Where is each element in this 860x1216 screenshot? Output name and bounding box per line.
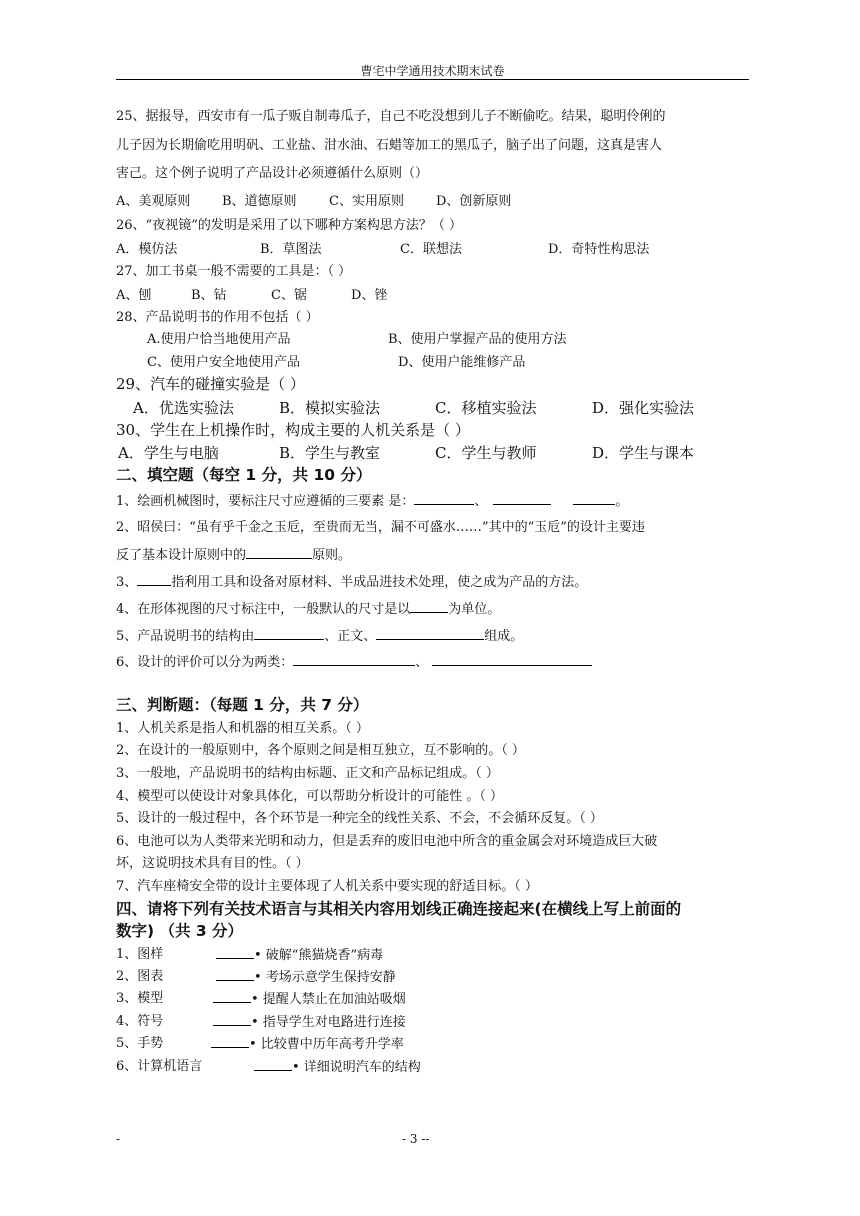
fill-q5 <box>116 627 523 646</box>
q29-option-b: B．模拟实验法 <box>279 399 381 417</box>
fill-q1-end: 。 <box>615 494 629 509</box>
answer-blank[interactable] <box>410 600 448 613</box>
judge-item-4: 4、模型可以使设计对象具体化，可以帮助分析设计的可能性 。（ ） <box>116 789 504 804</box>
q25-option-d: D、创新原则 <box>436 194 512 209</box>
answer-blank[interactable] <box>246 546 312 559</box>
fill-q2-line-2 <box>116 546 351 565</box>
match-left-6: 6、计算机语言 <box>116 1059 203 1074</box>
q27-option-a: A、刨 <box>116 288 152 303</box>
match-right-2: • 考场示意学生保持安静 <box>254 970 396 985</box>
match-blank[interactable] <box>216 968 254 981</box>
answer-blank[interactable] <box>254 627 324 640</box>
match-right-3: • 提醒人禁止在加油站吸烟 <box>251 992 406 1007</box>
judge-item-6-line-1: 6、电池可以为人类带来光明和动力，但是丢弃的废旧电池中所含的重金属会对环境造成巨大破 <box>116 834 658 849</box>
match-blank[interactable] <box>211 1035 249 1048</box>
q29-option-a: A．优选实验法 <box>133 399 234 417</box>
fill-q6-sep: 、 <box>415 655 429 670</box>
fill-q2-line-1: 2、昭侯曰：“虽有乎千金之玉卮，至贵而无当，漏不可盛水……”其中的“玉卮”的设计主要违 <box>116 520 645 535</box>
answer-blank[interactable] <box>137 573 171 586</box>
q26-option-b: B．草图法 <box>260 242 322 257</box>
match-left-3: 3、模型 <box>116 991 164 1006</box>
q30-option-c: C．学生与教师 <box>435 444 537 462</box>
section-4-title-line-2: 数字) （共 3 分） <box>116 922 244 940</box>
q26-option-a: A．模仿法 <box>116 242 178 257</box>
fill-q1-sep: 、 <box>474 494 488 509</box>
q30-option-b: B．学生与教室 <box>279 444 381 462</box>
section-3-title: 三、判断题：（每题 1 分，共 7 分） <box>116 696 369 714</box>
judge-item-7: 7、汽车座椅安全带的设计主要体现了人机关系中要实现的舒适目标。（ ） <box>116 879 538 894</box>
fill-q3 <box>116 573 587 592</box>
judge-item-2: 2、在设计的一般原则中，各个原则之间是相互独立，互不影响的。（ ） <box>116 743 525 758</box>
match-row-5 <box>211 1035 404 1054</box>
fill-q5-text: 5、产品说明书的结构由 <box>116 629 255 644</box>
fill-q2-text: 反了基本设计原则中的 <box>116 548 247 563</box>
fill-q1 <box>116 492 628 511</box>
q29-option-d: D．强化实验法 <box>592 399 695 417</box>
q26-option-c: C．联想法 <box>400 242 462 257</box>
fill-q1-text: 1、绘画机械图时，要标注尺寸应遵循的三要素 是： <box>116 494 415 509</box>
q28-option-d: D、使用户能维修产品 <box>398 355 526 370</box>
match-row-6 <box>254 1058 421 1077</box>
q26-stem: 26、“夜视镜”的发明是采用了以下哪种方案构思方法？（ ） <box>116 218 462 233</box>
match-left-1: 1、图样 <box>116 947 164 962</box>
q29-option-c: C．移植实验法 <box>435 399 537 417</box>
q27-option-c: C、锯 <box>271 288 307 303</box>
fill-q6-text: 6、设计的评价可以分为两类： <box>116 655 294 670</box>
match-right-6: • 详细说明汽车的结构 <box>292 1060 421 1075</box>
fill-q2-end: 原则。 <box>312 548 352 563</box>
match-blank[interactable] <box>254 1058 292 1071</box>
q28-option-a: A.使用户恰当地使用产品 <box>147 332 291 347</box>
fill-q4-text: 4、在形体视图的尺寸标注中，一般默认的尺寸是以 <box>116 602 411 617</box>
match-row-4 <box>213 1013 406 1032</box>
q29-stem: 29、汽车的碰撞实验是（ ） <box>116 375 305 393</box>
match-row-2 <box>216 968 396 987</box>
answer-blank[interactable] <box>432 653 592 666</box>
q27-option-d: D、锉 <box>351 288 388 303</box>
match-row-1 <box>216 946 383 965</box>
match-blank[interactable] <box>213 1013 251 1026</box>
q30-option-a: A．学生与电脑 <box>118 444 219 462</box>
fill-q6 <box>116 653 592 672</box>
judge-item-5: 5、设计的一般过程中，各个环节是一种完全的线性关系、不会，不会循环反复。（ ） <box>116 811 603 826</box>
q30-option-d: D．学生与课本 <box>592 444 695 462</box>
match-right-5: • 比较曹中历年高考升学率 <box>249 1037 404 1052</box>
fill-q4 <box>116 600 500 619</box>
q25-option-b: B、道德原则 <box>222 194 297 209</box>
page-header-title: 曹宅中学通用技术期末试卷 <box>360 64 505 78</box>
q25-line-1: 25、据报导，西安市有一瓜子贩自制毒瓜子，自己不吃没想到儿子不断偷吃。结果，聪明伶俐的 <box>116 109 666 124</box>
match-left-2: 2、图表 <box>116 969 164 984</box>
match-row-3 <box>213 990 406 1009</box>
q28-option-b: B、使用户掌握产品的使用方法 <box>388 332 567 347</box>
header-rule <box>116 79 749 80</box>
match-blank[interactable] <box>216 946 254 959</box>
match-left-4: 4、符号 <box>116 1014 164 1029</box>
judge-item-1: 1、人机关系是指人和机器的相互关系。（ ） <box>116 721 369 736</box>
match-blank[interactable] <box>213 990 251 1003</box>
judge-item-6-line-2: 坏，这说明技术具有目的性。（ ） <box>116 856 309 871</box>
q25-line-2: 儿子因为长期偷吃用明矾、工业盐、泔水油、石蜡等加工的黑瓜子，脑子出了问题，这真是害人 <box>116 138 663 153</box>
footer-left-mark: - <box>116 1132 121 1146</box>
fill-q5-end: 组成。 <box>484 629 524 644</box>
answer-blank[interactable] <box>414 492 474 505</box>
q28-stem: 28、产品说明书的作用不包括（ ） <box>116 310 319 325</box>
q25-option-a: A、美观原则 <box>116 194 191 209</box>
section-4-title-line-1: 四、请将下列有关技术语言与其相关内容用划线正确连接起来(在横线上写上前面的 <box>116 900 682 918</box>
section-2-title: 二、填空题（每空 1 分，共 10 分） <box>116 466 372 484</box>
q28-option-c: C、使用户安全地使用产品 <box>147 355 300 370</box>
page-number: - 3 -- <box>402 1132 430 1146</box>
judge-item-3: 3、一般地，产品说明书的结构由标题、正文和产品标记组成。（ ） <box>116 766 499 781</box>
answer-blank[interactable] <box>573 492 615 505</box>
q27-option-b: B、钻 <box>191 288 227 303</box>
fill-q3-text: 指利用工具和设备对原材料、半成品进技术处理，使之成为产品的方法。 <box>171 575 588 590</box>
q26-option-d: D．奇特性构思法 <box>548 242 650 257</box>
q25-line-3: 害己。这个例子说明了产品设计必须遵循什么原则（） <box>116 166 429 181</box>
q27-stem: 27、加工书桌一般不需要的工具是：（ ） <box>116 264 352 279</box>
answer-blank[interactable] <box>493 492 551 505</box>
fill-q5-mid: 、正文、 <box>324 629 377 644</box>
fill-q3-num: 3、 <box>116 575 138 590</box>
q25-option-c: C、实用原则 <box>329 194 404 209</box>
match-right-4: • 指导学生对电路进行连接 <box>251 1015 406 1030</box>
answer-blank[interactable] <box>293 653 415 666</box>
match-left-5: 5、手势 <box>116 1036 164 1051</box>
q30-stem: 30、学生在上机操作时，构成主要的人机关系是（ ） <box>116 421 470 439</box>
match-right-1: • 破解“熊猫烧香”病毒 <box>254 948 384 963</box>
answer-blank[interactable] <box>376 627 484 640</box>
fill-q4-end: 为单位。 <box>448 602 501 617</box>
